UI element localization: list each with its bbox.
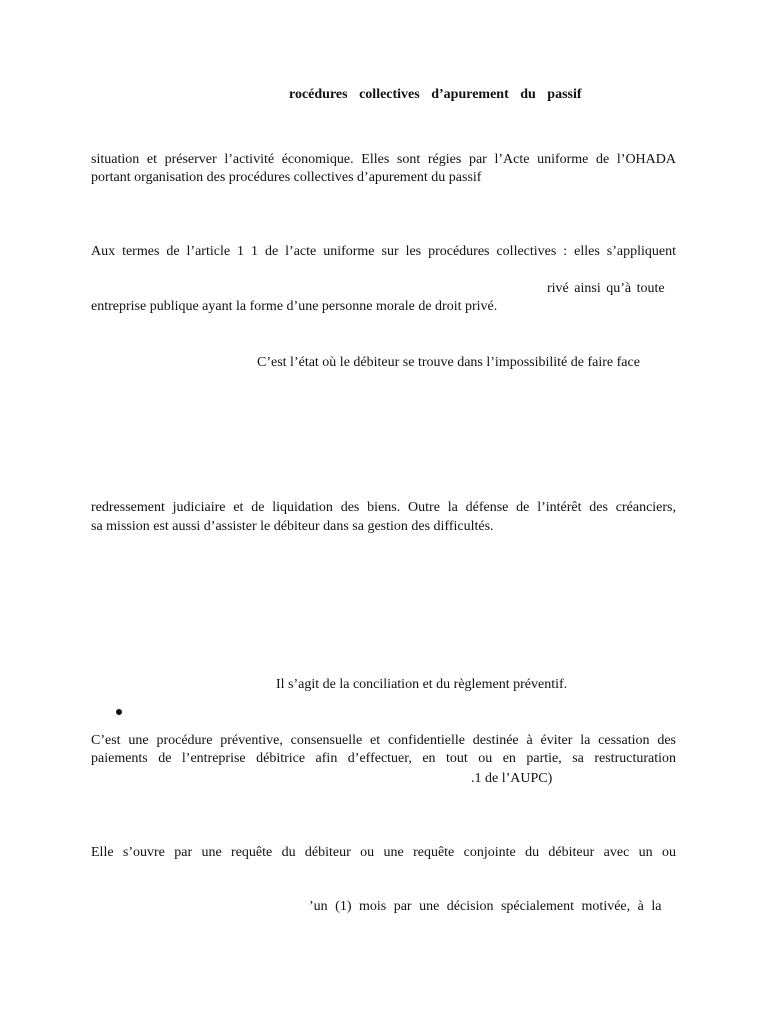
paragraph-line: rivé ainsi qu’à toute xyxy=(547,281,665,296)
paragraph-line: portant organisation des procédures collectives d’apurement du passif xyxy=(91,170,482,185)
paragraph-line: C’est l’état où le débiteur se trouve dans l’impossibilité de faire face xyxy=(257,355,640,370)
paragraph-line: redressement judiciaire et de liquidation des biens. Outre la défense de l’intérêt des créanciers, xyxy=(91,500,676,515)
paragraph-line: entreprise publique ayant la forme d’une personne morale de droit privé. xyxy=(91,299,498,314)
paragraph-line: .1 de l’AUPC) xyxy=(471,771,553,786)
document-title: rocédures collectives d’apurement du passif xyxy=(289,87,582,102)
paragraph-line: C’est une procédure préventive, consensuelle et confidentielle destinée à éviter la cessation des xyxy=(91,733,676,748)
paragraph-line: ’un (1) mois par une décision spécialement motivée, à la xyxy=(309,899,662,914)
paragraph-line: paiements de l’entreprise débitrice afin d’effectuer, en tout ou en partie, sa restructuration xyxy=(91,751,676,766)
paragraph-line: Il s’agit de la conciliation et du règlement préventif. xyxy=(276,677,568,692)
paragraph-line: situation et préserver l’activité économique. Elles sont régies par l’Acte uniforme de l’OHADA xyxy=(91,152,676,167)
paragraph-line: Elle s’ouvre par une requête du débiteur ou une requête conjointe du débiteur avec un ou xyxy=(91,845,676,860)
paragraph-line: Aux termes de l’article 1 1 de l’acte uniforme sur les procédures collectives : elles s’appliquent xyxy=(91,244,676,259)
bullet-point xyxy=(116,709,122,715)
paragraph-line: sa mission est aussi d’assister le débiteur dans sa gestion des difficultés. xyxy=(91,519,494,534)
